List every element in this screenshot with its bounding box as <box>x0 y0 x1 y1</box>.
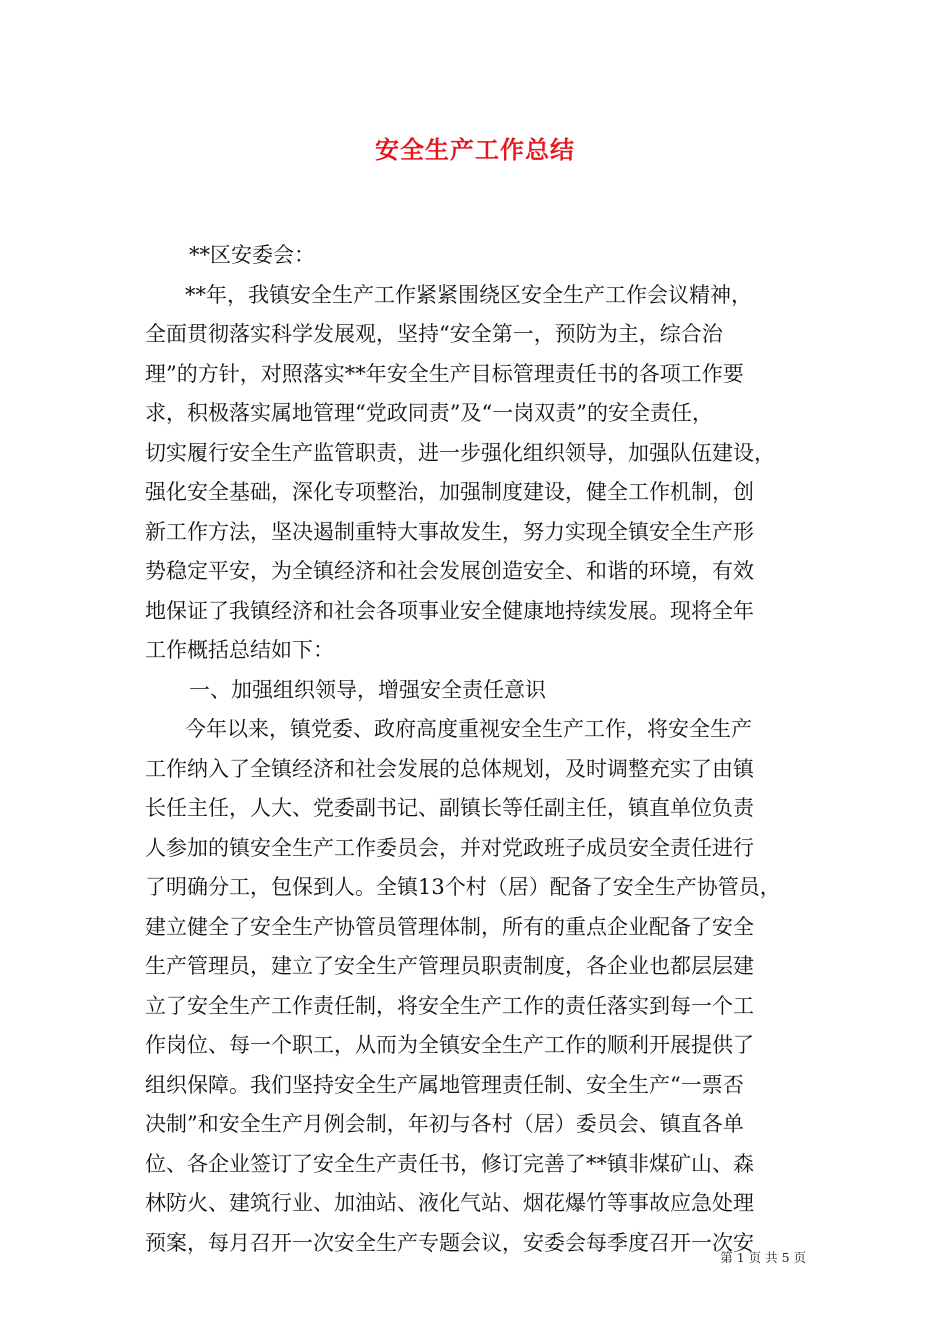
section-heading: 一、加强组织领导，增强安全责任意识 <box>189 677 546 702</box>
paragraph-line: 预案，每月召开一次安全生产专题会议，安委会每季度召开一次安 <box>145 1230 754 1255</box>
paragraph-line: 切实履行安全生产监管职责，进一步强化组织领导，加强队伍建设， <box>145 440 775 465</box>
page-number: 第 1 页 共 5 页 <box>720 1250 806 1265</box>
paragraph-line: 立了安全生产工作责任制，将安全生产工作的责任落实到每一个工 <box>145 993 754 1018</box>
paragraph-line: 新工作方法，坚决遏制重特大事故发生，努力实现全镇安全生产形 <box>145 519 754 544</box>
paragraph-line: 林防火、建筑行业、加油站、液化气站、烟花爆竹等事故应急处理 <box>145 1191 754 1215</box>
paragraph-2 <box>145 710 809 1263</box>
paragraph-line: 工作纳入了全镇经济和社会发展的总体规划，及时调整充实了由镇 <box>145 756 754 781</box>
paragraph-line: 今年以来，镇党委、政府高度重视安全生产工作，将安全生产 <box>185 717 752 741</box>
paragraph-line: 势稳定平安，为全镇经济和社会发展创造安全、和谐的环境，有效 <box>145 559 754 583</box>
paragraph-line: **年，我镇安全生产工作紧紧围绕区安全生产工作会议精神， <box>185 282 752 307</box>
paragraph-line: 长任主任，人大、党委副书记、副镇长等任副主任，镇直单位负责 <box>145 796 754 820</box>
paragraph-line: 工作概括总结如下： <box>145 638 334 662</box>
paragraph-line: 作岗位、每一个职工，从而为全镇安全生产工作的顺利开展提供了 <box>145 1033 754 1057</box>
paragraph-line: 决制”和安全生产月例会制，年初与各村（居）委员会、镇直各单 <box>145 1112 744 1136</box>
paragraph-line: 强化安全基础，深化专项整治，加强制度建设，健全工作机制，创 <box>145 480 754 504</box>
paragraph-line: 生产管理员，建立了安全生产管理员职责制度，各企业也都层层建 <box>145 954 754 978</box>
paragraph-line: 组织保障。我们坚持安全生产属地管理责任制、安全生产“一票否 <box>145 1072 744 1097</box>
paragraph-line: 全面贯彻落实科学发展观，坚持“安全第一，预防为主，综合治 <box>145 322 723 346</box>
paragraph-line: 了明确分工，包保到人。全镇13个村（居）配备了安全生产协管员， <box>145 875 781 899</box>
paragraph-line: 建立健全了安全生产协管员管理体制，所有的重点企业配备了安全 <box>145 914 754 939</box>
paragraph-line: 求，积极落实属地管理“党政同责”及“一岗双责”的安全责任， <box>145 401 713 425</box>
paragraph-line: 地保证了我镇经济和社会各项事业安全健康地持续发展。现将全年 <box>145 598 754 623</box>
paragraph-line: 位、各企业签订了安全生产责任书，修订完善了**镇非煤矿山、森 <box>145 1151 754 1176</box>
salutation: **区安委会： <box>189 243 315 267</box>
paragraph-1 <box>145 276 809 671</box>
document-body <box>145 236 809 1263</box>
paragraph-line: 理”的方针，对照落实**年安全生产目标管理责任书的各项工作要 <box>145 361 744 386</box>
paragraph-line: 人参加的镇安全生产工作委员会，并对党政班子成员安全责任进行 <box>145 835 754 860</box>
document-title: 安全生产工作总结 <box>375 135 575 164</box>
